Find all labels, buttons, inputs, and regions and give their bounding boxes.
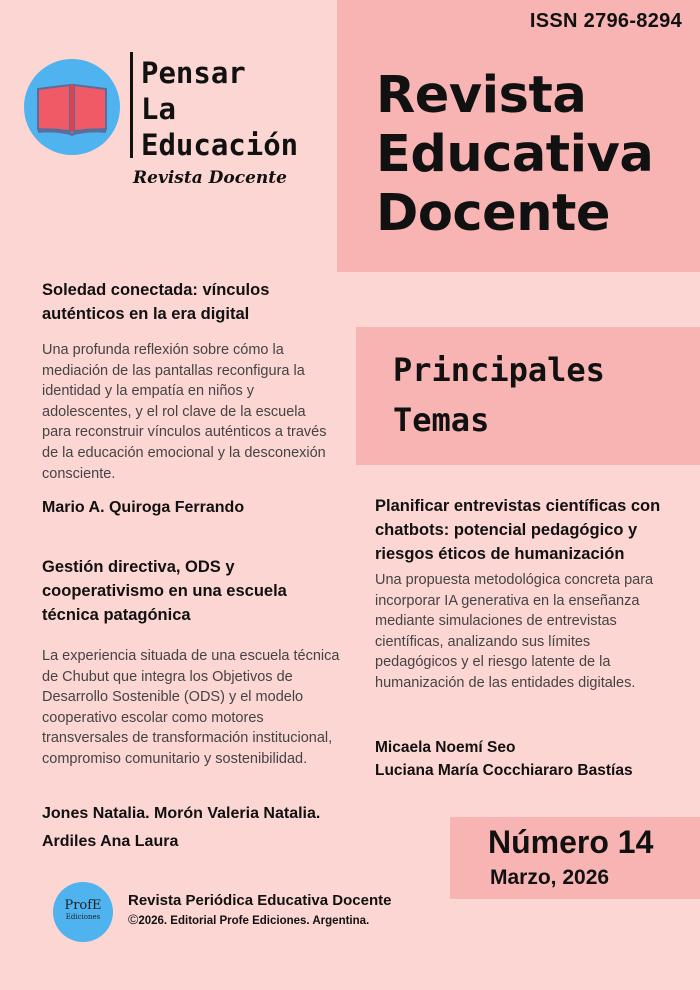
footer-publication-line: Revista Periódica Educativa Docente (128, 892, 392, 909)
publisher-logo (53, 882, 113, 942)
article-summary: Una profunda reflexión sobre cómo la mediación de las pantallas reconfigura la identidad y la empatía en niños y adolescentes, y el rol clave de la escuela para reconstruir vínculos auténticos a través de la educación emocional y la desconexión consciente. (42, 342, 327, 482)
issn-label: ISSN 2796-8294 (529, 10, 682, 32)
section-heading-line: Principales (393, 351, 605, 389)
article-author: Luciana María Cocchiararo Bastías (375, 762, 633, 779)
logo-line: Pensar (141, 56, 246, 90)
copyright-text: 2026. Editorial Profe Ediciones. Argentina. (138, 915, 370, 927)
article-title: Planificar entrevistas científicas con chatbots: potencial pedagógico y riesgos éticos de humanización (375, 497, 661, 563)
open-book-icon (24, 59, 120, 155)
publisher-logo-sub: Ediciones (65, 913, 101, 921)
issue-date: Marzo, 2026 (490, 866, 610, 889)
publisher-logo-main: ProfE (64, 898, 102, 913)
copyright-icon: © (128, 911, 139, 927)
logo-line: La (141, 92, 176, 126)
section-heading-line: Temas (393, 401, 490, 439)
article-author: Micaela Noemí Seo (375, 739, 516, 756)
footer-copyright-line (128, 911, 369, 927)
issue-number: Número 14 (488, 824, 654, 860)
article-authors (375, 736, 633, 782)
article-title: Gestión directiva, ODS y cooperativismo en una escuela técnica patagónica (42, 558, 287, 624)
title-line: Revista (376, 66, 587, 125)
article-summary: Una propuesta metodológica concreta para incorporar IA generativa en la enseñanza mediante simulaciones de entrevistas científicas, analizando sus límites pedagógicos y el riesgo latente de la humanización de las entidades digitales. (375, 572, 654, 691)
article-author: Mario A. Quiroga Ferrando (42, 499, 245, 516)
logo-divider (130, 52, 133, 158)
section-heading (393, 345, 605, 445)
article-title: Soledad conectada: vínculos auténticos en la era digital (42, 281, 270, 323)
article-author: Jones Natalia. Morón Valeria Natalia. Ardiles Ana Laura (42, 805, 321, 850)
logo-circle (24, 59, 120, 155)
magazine-title (376, 66, 653, 243)
logo-wordmark (141, 55, 298, 163)
article-summary: La experiencia situada de una escuela técnica de Chubut que integra los Objetivos de Desarrollo Sostenible (ODS) y el modelo cooperativo escolar como motores transversales de transformación institucional, compromiso comunitario y sostenibilidad. (42, 648, 340, 767)
title-line: Educativa (376, 125, 654, 184)
title-line: Docente (376, 184, 610, 243)
logo-line: Educación (141, 128, 299, 162)
logo-subtitle: Revista Docente (133, 168, 287, 188)
